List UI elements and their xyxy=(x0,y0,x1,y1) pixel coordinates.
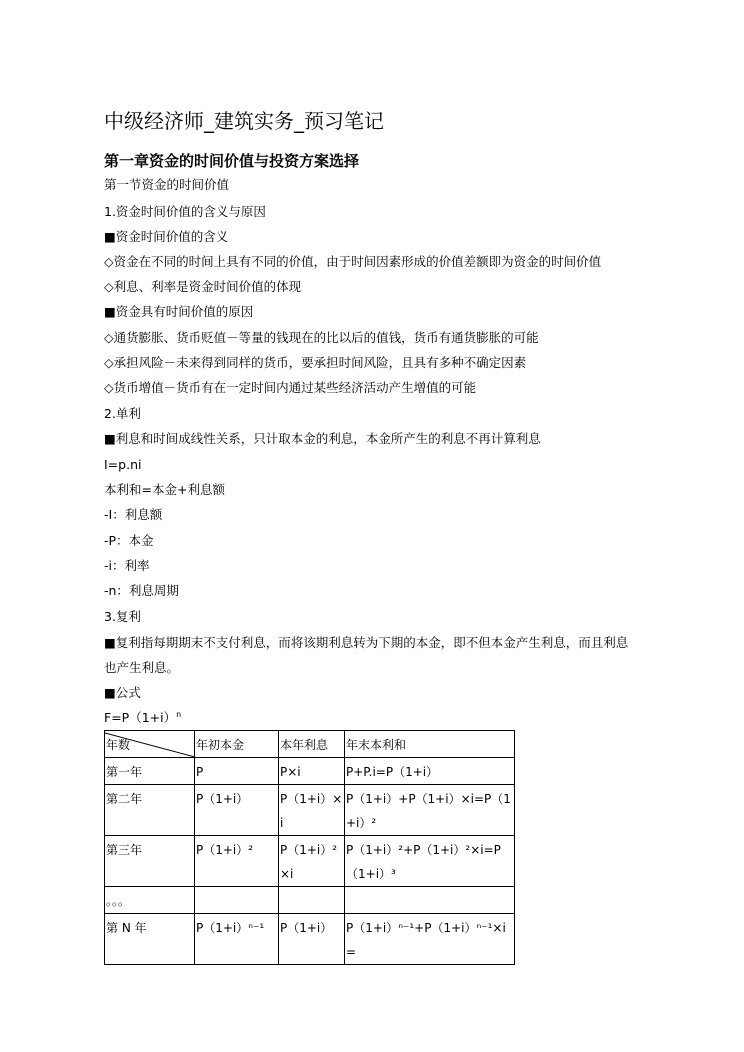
subsection-heading: 1.资金时间价值的含义与原因 xyxy=(104,204,266,219)
sub-bullet-item: ◇货币增值－货币有在一定时间内通过某些经济活动产生增值的可能 xyxy=(104,380,477,395)
table-row xyxy=(105,887,515,914)
table-row xyxy=(105,836,515,887)
bullet-item: ■利息和时间成线性关系，只计取本金的利息，本金所产生的利息不再计算利息 xyxy=(104,431,541,446)
formula-exponent: n xyxy=(176,710,182,719)
table-cell: 第一年 xyxy=(105,758,195,785)
table-header-cell: 本年利息 xyxy=(279,731,345,758)
table-cell xyxy=(195,887,279,914)
sub-bullet-item: ◇资金在不同的时间上具有不同的价值，由于时间因素形成的价值差额即为资金的时间价值 xyxy=(104,254,602,269)
table-cell: P（1+i）ⁿ⁻¹ xyxy=(195,914,279,965)
table-cell: P（1+i）² xyxy=(195,836,279,887)
table-row xyxy=(105,758,515,785)
formula-text: F=P（1+i） xyxy=(104,710,177,725)
table-cell: P（1+i）×i xyxy=(279,785,345,836)
document-title: 中级经济师_建筑实务_预习笔记 xyxy=(104,109,384,133)
table-cell: P（1+i）²+P（1+i）²×i=P（1+i）³ xyxy=(345,836,515,887)
bullet-item: ■资金具有时间价值的原因 xyxy=(104,304,254,319)
sub-bullet-item: ◇利息、利率是资金时间价值的体现 xyxy=(104,279,302,294)
table-header-corner xyxy=(105,731,195,758)
table-cell: 第二年 xyxy=(105,785,195,836)
table-cell: P（1+i）²×i xyxy=(279,836,345,887)
sub-bullet-item: ◇通货膨胀、货币贬值－等量的钱现在的比以后的值钱，货币有通货膨胀的可能 xyxy=(104,330,539,345)
table-row xyxy=(105,914,515,965)
formula-line: 本利和=本金+利息额 xyxy=(104,482,225,497)
variable-definition: -n：利息周期 xyxy=(104,583,179,598)
table-header-row xyxy=(105,731,515,758)
table-header-cell: 年末本利和 xyxy=(345,731,515,758)
table-row xyxy=(105,785,515,836)
table-header-cell: 年数 xyxy=(106,738,131,752)
variable-definition: -I：利息额 xyxy=(104,507,163,522)
compound-interest-description: ■复利指每期期末不支付利息，而将该期利息转为下期的本金，即不但本金产生利息，而且利息也产生利息。 xyxy=(104,635,629,675)
table-cell: 第 N 年 xyxy=(105,914,195,965)
bullet-item: ■资金时间价值的含义 xyxy=(104,229,229,244)
compound-interest-table xyxy=(104,730,515,965)
formula-line: I=p.ni xyxy=(104,457,142,472)
table-cell: P+P.i=P（1+i） xyxy=(345,758,515,785)
table-cell xyxy=(345,887,515,914)
bullet-item: ■公式 xyxy=(104,685,141,700)
table-cell: P（1+i）ⁿ⁻¹+P（1+i）ⁿ⁻¹×i= xyxy=(345,914,515,965)
table-cell: P（1+i） xyxy=(195,785,279,836)
subsection-heading: 2.单利 xyxy=(104,406,141,421)
table-cell: 第三年 xyxy=(105,836,195,887)
sub-bullet-item: ◇承担风险－未来得到同样的货币，要承担时间风险，且具有多种不确定因素 xyxy=(104,355,527,370)
diagonal-line-icon xyxy=(105,731,195,757)
table-cell: P×i xyxy=(279,758,345,785)
variable-definition: -P：本金 xyxy=(104,533,154,548)
chapter-heading: 第一章资金的时间价值与投资方案选择 xyxy=(104,152,360,170)
table-cell xyxy=(279,887,345,914)
table-cell: P（1+i）+P（1+i）×i=P（1+i）² xyxy=(345,785,515,836)
compound-formula xyxy=(104,710,181,726)
table-cell: P（1+i） xyxy=(279,914,345,965)
table-cell: 。。。 xyxy=(105,887,195,914)
table-header-cell: 年初本金 xyxy=(195,731,279,758)
section-heading: 第一节资金的时间价值 xyxy=(104,177,230,192)
variable-definition: -i：利率 xyxy=(104,558,150,573)
subsection-heading: 3.复利 xyxy=(104,609,141,624)
table-cell: P xyxy=(195,758,279,785)
